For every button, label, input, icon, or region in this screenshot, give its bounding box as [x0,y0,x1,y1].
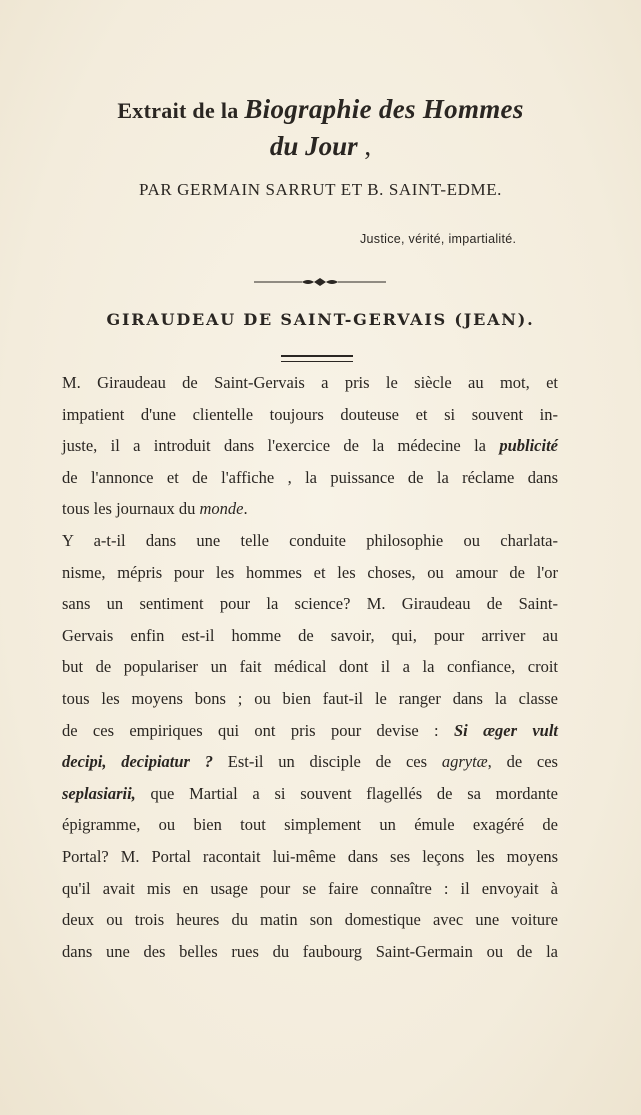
text-line: tous les moyens bons ; ou bien faut-il le ranger dans la classe [62,688,558,708]
text-line: qu'il avait mis en usage pour se faire connaître : il envoyait à [62,878,558,898]
title-comma: , [357,131,372,161]
text-line: de ces empiriques qui ont pris pour devise : Si æger vult [62,720,558,740]
text-line: Gervais enfin est-il homme de savoir, qui, pour arriver au [62,625,558,645]
title-line-2 [0,128,641,164]
text-line: épigramme, ou bien tout simplement un émule exagéré de [62,815,558,835]
ornament-divider [250,276,390,288]
text-line: impatient d'une clientelle toujours douteuse et si souvent in- [62,404,558,424]
body-text [62,367,558,967]
text-line: seplasiarii, que Martial a si souvent flagellés de sa mordante [62,783,558,803]
motto: Justice, vérité, impartialité. [360,232,517,246]
text-line: Y a-t-il dans une telle conduite philosophie ou charlata- [62,530,558,550]
text-line: dans une des belles rues du faubourg Saint-Germain ou de la [62,941,558,961]
title-line-1 [0,92,641,128]
text-line: tous les journaux du monde. [62,499,248,519]
title-book-name-end: du Jour [269,131,358,161]
document-title [0,92,641,164]
heading-rule [281,355,353,362]
title-book-name: Biographie des Hommes [244,94,524,124]
text-line: nisme, mépris pour les hommes et les choses, ou amour de l'or [62,562,558,582]
entry-heading: GIRAUDEAU DE SAINT-GERVAIS (JEAN). [106,310,535,329]
text-line: but de populariser un fait médical dont il a la confiance, croit [62,657,558,677]
text-line: de l'annonce et de l'affiche , la puissance de la réclame dans [62,467,558,487]
text-line: deux ou trois heures du matin son domestique avec une voiture [62,910,558,930]
text-line: M. Giraudeau de Saint-Gervais a pris le siècle au mot, et [62,373,558,392]
authors-line: PAR GERMAIN SARRUT ET B. SAINT-EDME. [138,180,503,199]
title-prefix: Extrait de la [117,98,245,123]
text-line: juste, il a introduit dans l'exercice de la médecine la publicité [62,436,558,456]
text-line: sans un sentiment pour la science? M. Giraudeau de Saint- [62,594,558,614]
text-line: decipi, decipiatur ? Est-il un disciple de ces agrytæ, de ces [62,752,558,772]
text-line: Portal? M. Portal racontait lui-même dans ses leçons les moyens [62,846,558,866]
